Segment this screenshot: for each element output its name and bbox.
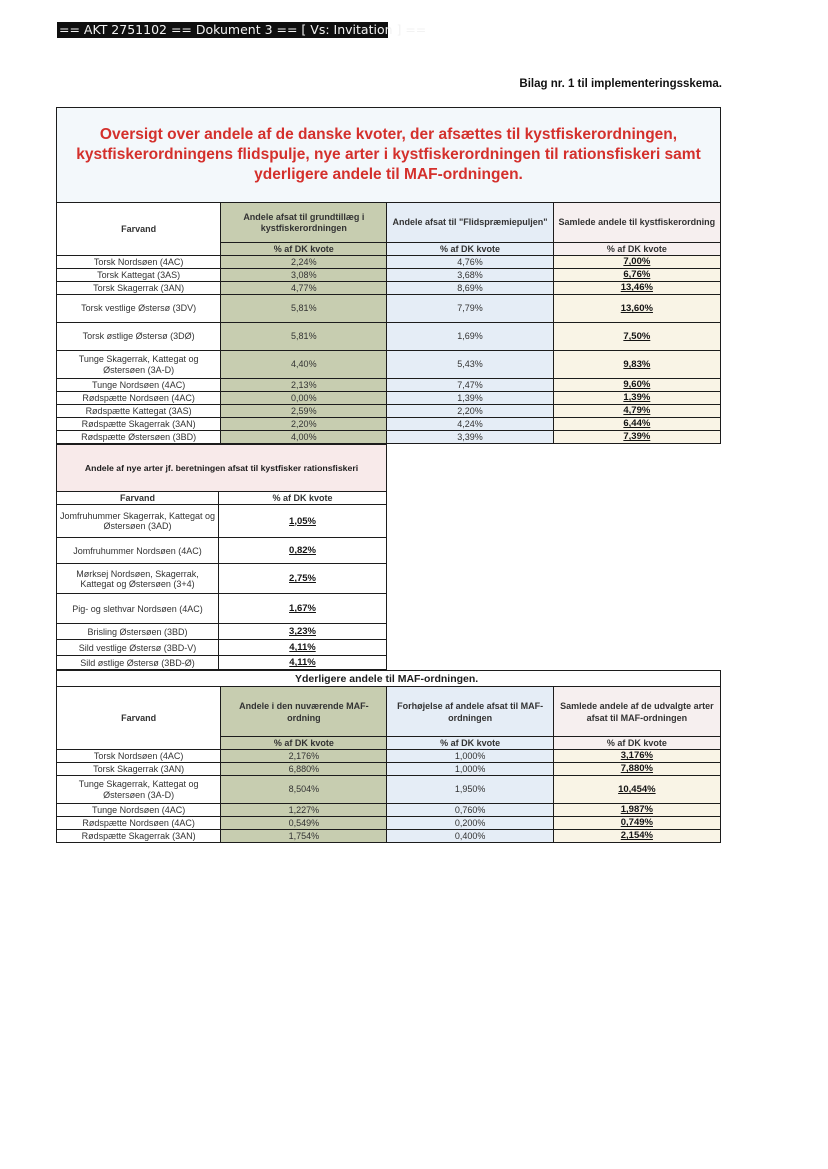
cell-samlet: 3,176% (553, 750, 720, 763)
table-row (57, 817, 721, 830)
cell-value: 4,11% (219, 640, 387, 656)
new-species-title: Andele af nye arter jf. beretningen afsat til kystfisker rationsfiskeri (57, 445, 387, 492)
list-item (57, 538, 387, 564)
page-title: Oversigt over andele af de danske kvoter, der afsættes til kystfiskerordningen, kystfiskerordningens flidspulje, nye arter i kystfiskerordningen til rationsfiskeri samt yderligere andele til MAF-ordningen. (57, 108, 721, 203)
cell-samlet: 4,79% (553, 405, 720, 418)
cell-farvand: Rødspætte Skagerrak (3AN) (57, 418, 221, 431)
cell-samlet: 6,76% (553, 269, 720, 282)
table-row (57, 323, 721, 351)
cell-flid: 7,47% (387, 379, 553, 392)
document-body (56, 107, 721, 843)
subheader-pct: % af DK kvote (553, 243, 720, 256)
cell-forh: 1,000% (387, 750, 553, 763)
cell-samlet: 1,987% (553, 804, 720, 817)
table-row (57, 763, 721, 776)
cell-farvand: Rødspætte Østersøen (3BD) (57, 431, 221, 444)
cell-forh: 1,950% (387, 776, 553, 804)
cell-grund: 2,13% (221, 379, 387, 392)
cell-value: 1,05% (219, 505, 387, 538)
cell-samlet: 9,83% (553, 351, 720, 379)
cell-flid: 5,43% (387, 351, 553, 379)
cell-forh: 1,000% (387, 763, 553, 776)
cell-nu: 1,227% (221, 804, 387, 817)
cell-grund: 2,24% (221, 256, 387, 269)
cell-farvand: Torsk Nordsøen (4AC) (57, 256, 221, 269)
cell-farvand: Rødspætte Skagerrak (3AN) (57, 830, 221, 843)
cell-farvand: Torsk Skagerrak (3AN) (57, 282, 221, 295)
cell-samlet: 6,44% (553, 418, 720, 431)
cell-farvand: Torsk Nordsøen (4AC) (57, 750, 221, 763)
cell-farvand: Sild vestlige Østersø (3BD-V) (57, 640, 219, 656)
cell-farvand: Jomfruhummer Skagerrak, Kattegat og Østersøen (3AD) (57, 505, 219, 538)
cell-grund: 4,40% (221, 351, 387, 379)
cell-farvand: Pig- og slethvar Nordsøen (4AC) (57, 594, 219, 624)
cell-nu: 2,176% (221, 750, 387, 763)
cell-farvand: Torsk Skagerrak (3AN) (57, 763, 221, 776)
cell-grund: 0,00% (221, 392, 387, 405)
cell-samlet: 7,00% (553, 256, 720, 269)
cell-farvand: Tunge Nordsøen (4AC) (57, 804, 221, 817)
col-header-farvand: Farvand (57, 687, 221, 750)
subheader-pct: % af DK kvote (221, 737, 387, 750)
subheader-pct: % af DK kvote (387, 737, 553, 750)
subheader-pct: % af DK kvote (387, 243, 553, 256)
list-item (57, 505, 387, 538)
table-row (57, 351, 721, 379)
cell-forh: 0,200% (387, 817, 553, 830)
cell-farvand: Tunge Skagerrak, Kattegat og Østersøen (3A-D) (57, 776, 221, 804)
cell-flid: 3,68% (387, 269, 553, 282)
cell-value: 2,75% (219, 564, 387, 594)
cell-farvand: Brisling Østersøen (3BD) (57, 624, 219, 640)
cell-farvand: Jomfruhummer Nordsøen (4AC) (57, 538, 219, 564)
cell-flid: 1,39% (387, 392, 553, 405)
maf-table (56, 670, 721, 843)
table-row (57, 269, 721, 282)
cell-flid: 3,39% (387, 431, 553, 444)
cell-farvand: Torsk Kattegat (3AS) (57, 269, 221, 282)
cell-value: 1,67% (219, 594, 387, 624)
cell-farvand: Sild østlige Østersø (3BD-Ø) (57, 656, 219, 670)
cell-grund: 4,77% (221, 282, 387, 295)
col-header-farvand: Farvand (57, 203, 221, 256)
new-species-table (56, 444, 387, 670)
table-row (57, 295, 721, 323)
cell-grund: 3,08% (221, 269, 387, 282)
cell-samlet: 13,60% (553, 295, 720, 323)
cell-flid: 4,76% (387, 256, 553, 269)
cell-farvand: Mørksej Nordsøen, Skagerrak, Kattegat og Østersøen (3+4) (57, 564, 219, 594)
cell-nu: 1,754% (221, 830, 387, 843)
cell-grund: 5,81% (221, 323, 387, 351)
cell-value: 0,82% (219, 538, 387, 564)
cell-farvand: Tunge Skagerrak, Kattegat og Østersøen (3A-D) (57, 351, 221, 379)
cell-farvand: Tunge Nordsøen (4AC) (57, 379, 221, 392)
subheader-pct: % af DK kvote (221, 243, 387, 256)
cell-flid: 2,20% (387, 405, 553, 418)
list-item (57, 624, 387, 640)
col-header-maf-samlet: Samlede andele af de udvalgte arter afsat til MAF-ordningen (553, 687, 720, 737)
maf-title: Yderligere andele til MAF-ordningen. (57, 671, 721, 687)
col-header-flidspulje: Andele afsat til "Flidspræmiepuljen" (387, 203, 553, 243)
cell-samlet: 7,39% (553, 431, 720, 444)
cell-samlet: 9,60% (553, 379, 720, 392)
list-item (57, 656, 387, 670)
cell-farvand: Torsk østlige Østersø (3DØ) (57, 323, 221, 351)
cell-samlet: 0,749% (553, 817, 720, 830)
col-header-farvand: Farvand (57, 492, 219, 505)
cell-nu: 8,504% (221, 776, 387, 804)
cell-flid: 7,79% (387, 295, 553, 323)
table-row (57, 431, 721, 444)
cell-samlet: 13,46% (553, 282, 720, 295)
table-row (57, 418, 721, 431)
cell-farvand: Rødspætte Nordsøen (4AC) (57, 817, 221, 830)
cell-farvand: Rødspætte Kattegat (3AS) (57, 405, 221, 418)
cell-flid: 8,69% (387, 282, 553, 295)
table-row (57, 392, 721, 405)
cell-samlet: 1,39% (553, 392, 720, 405)
table-row (57, 750, 721, 763)
cell-samlet: 10,454% (553, 776, 720, 804)
table-row (57, 804, 721, 817)
table-row (57, 776, 721, 804)
cell-farvand: Torsk vestlige Østersø (3DV) (57, 295, 221, 323)
cell-nu: 6,880% (221, 763, 387, 776)
cell-samlet: 7,50% (553, 323, 720, 351)
cell-farvand: Rødspætte Nordsøen (4AC) (57, 392, 221, 405)
list-item (57, 640, 387, 656)
cell-samlet: 2,154% (553, 830, 720, 843)
cell-grund: 5,81% (221, 295, 387, 323)
table-row (57, 379, 721, 392)
cell-flid: 4,24% (387, 418, 553, 431)
list-item (57, 594, 387, 624)
cell-flid: 1,69% (387, 323, 553, 351)
cell-grund: 2,20% (221, 418, 387, 431)
cell-grund: 4,00% (221, 431, 387, 444)
cell-nu: 0,549% (221, 817, 387, 830)
subheader-pct: % af DK kvote (553, 737, 720, 750)
table-row (57, 405, 721, 418)
cell-value: 3,23% (219, 624, 387, 640)
col-header-pct: % af DK kvote (219, 492, 387, 505)
list-item (57, 564, 387, 594)
cell-forh: 0,760% (387, 804, 553, 817)
table-row (57, 256, 721, 269)
main-table (56, 107, 721, 444)
table-row (57, 830, 721, 843)
cell-samlet: 7,880% (553, 763, 720, 776)
col-header-samlet: Samlede andele til kystfiskerordning (553, 203, 720, 243)
cell-grund: 2,59% (221, 405, 387, 418)
cell-value: 4,11% (219, 656, 387, 670)
cell-forh: 0,400% (387, 830, 553, 843)
table-row (57, 282, 721, 295)
col-header-maf-nu: Andele i den nuværende MAF-ordning (221, 687, 387, 737)
bilag-label: Bilag nr. 1 til implementeringsskema. (519, 78, 722, 90)
col-header-grundtillaeg: Andele afsat til grundtillæg i kystfiskerordningen (221, 203, 387, 243)
col-header-maf-forhoejelse: Forhøjelse af andele afsat til MAF-ordningen (387, 687, 553, 737)
document-header-bar: == AKT 2751102 == Dokument 3 == [ Vs: Invitation ] == (59, 22, 427, 37)
